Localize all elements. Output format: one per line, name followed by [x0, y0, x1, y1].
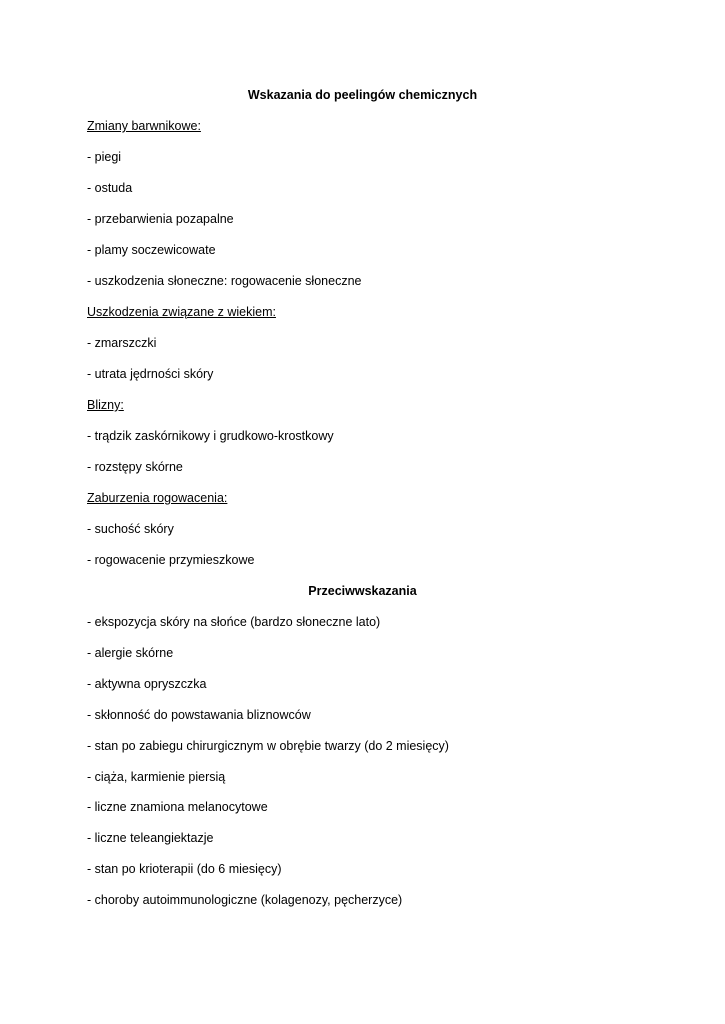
list-item: - stan po krioterapii (do 6 miesięcy): [87, 862, 282, 876]
list-item: - rozstępy skórne: [87, 460, 183, 474]
list-item: - ostuda: [87, 181, 133, 195]
list-item: - przebarwienia pozapalne: [87, 212, 234, 226]
list-item: - stan po zabiegu chirurgicznym w obrębie twarzy (do 2 miesięcy): [87, 739, 449, 753]
list-item: - liczne teleangiektazje: [87, 831, 214, 845]
list-item: - liczne znamiona melanocytowe: [87, 800, 268, 814]
list-item: - alergie skórne: [87, 646, 174, 660]
list-item: - suchość skóry: [87, 522, 174, 536]
list-item: - rogowacenie przymieszkowe: [87, 553, 255, 567]
contraindications-title: Przeciwwskazania: [308, 584, 417, 598]
list-item: - plamy soczewicowate: [87, 243, 216, 257]
section-heading-keratinization: Zaburzenia rogowacenia:: [87, 491, 228, 505]
list-item: - zmarszczki: [87, 336, 157, 350]
list-item: - choroby autoimmunologiczne (kolagenozy, pęcherzyce): [87, 893, 403, 907]
list-item: - ekspozycja skóry na słońce (bardzo słoneczne lato): [87, 615, 381, 629]
section-heading-aging: Uszkodzenia związane z wiekiem:: [87, 305, 276, 319]
list-item: - trądzik zaskórnikowy i grudkowo-krostkowy: [87, 429, 334, 443]
list-item: - piegi: [87, 150, 122, 164]
list-item: - aktywna opryszczka: [87, 677, 207, 691]
page-title: Wskazania do peelingów chemicznych: [247, 88, 478, 102]
list-item: - uszkodzenia słoneczne: rogowacenie słoneczne: [87, 274, 362, 288]
section-heading-scars: Blizny:: [87, 398, 124, 412]
section-heading-pigmentation: Zmiany barwnikowe:: [87, 119, 201, 133]
list-item: - ciąża, karmienie piersią: [87, 770, 226, 784]
list-item: - skłonność do powstawania bliznowców: [87, 708, 311, 722]
list-item: - utrata jędrności skóry: [87, 367, 214, 381]
